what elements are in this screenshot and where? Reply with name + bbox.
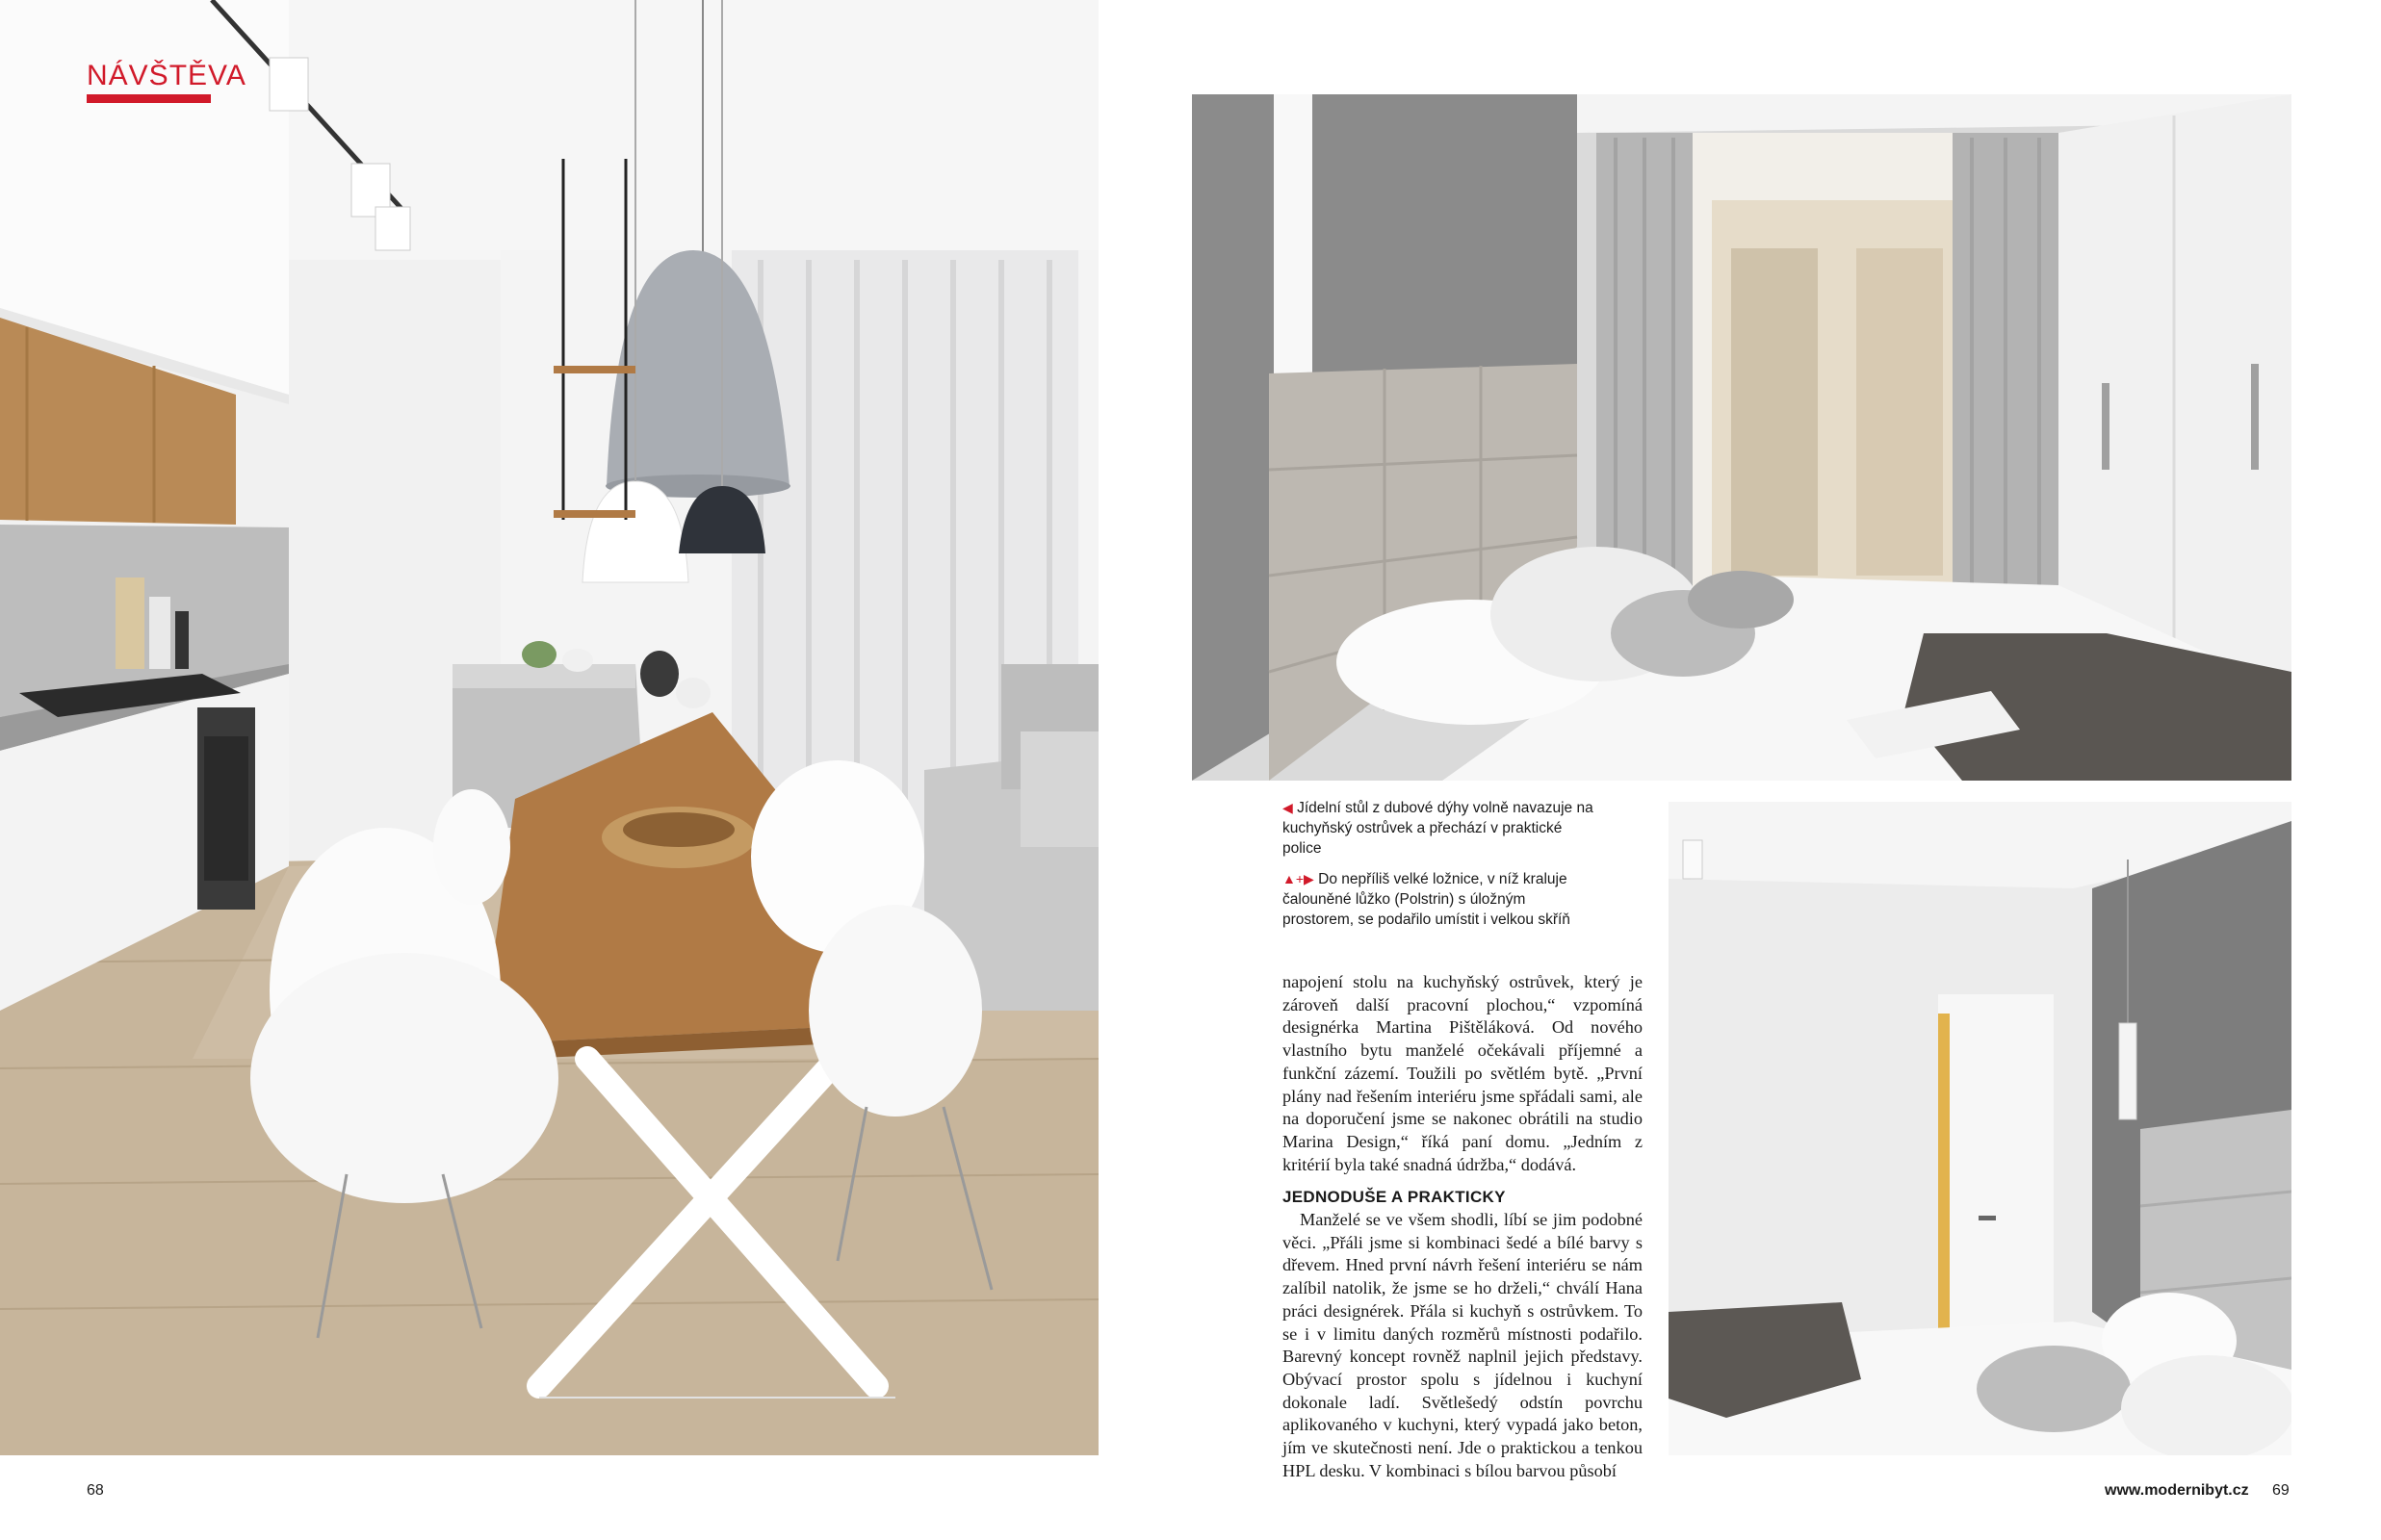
page-number-left: 68 xyxy=(87,1482,104,1499)
article-paragraph xyxy=(1282,971,1643,1176)
caption-text: Do nepříliš velké ložnice, v níž kraluje čalouněné lůžko (Polstrin) s úložným prostorem, se podařilo umístit i velkou skříň xyxy=(1282,871,1570,928)
kitchen-photo xyxy=(0,0,1099,1455)
caption-marker-up-right-icon: ▲+▶ xyxy=(1282,871,1314,886)
paragraph-text: Manželé se ve všem shodli, líbí se jim podobné věci. „Přáli jsme si kombinaci šedé a bílé barvy s dřevem. Hned první návrh řešení interiéru se nám zalíbil natolik, že jsme se ho drželi,“ chválí Hana práci designérek. Přála si kuchyň s ostrůvkem. To se i v limitu daných rozměrů místnosti podařilo. Barevný koncept rovněž naplnil jejich představy. Obývací prostor spolu s jídelnou i kuchyní dokonale ladí. Světlešedý odstín povrchu aplikovaného v kuchyni, který vypadá jako beton, jím ve skutečnosti není. Jde o praktickou a tenkou HPL desku. V kombinaci s bílou barvou působí xyxy=(1282,1210,1643,1480)
article-paragraph xyxy=(1282,1209,1643,1482)
section-label: NÁVŠTĚVA xyxy=(87,60,246,91)
caption-marker-left-icon: ◀ xyxy=(1282,800,1293,815)
article-subheading: JEDNODUŠE A PRAKTICKY xyxy=(1282,1188,1506,1206)
bedroom-door-photo xyxy=(1669,802,2291,1455)
caption-dining-table xyxy=(1282,798,1600,859)
website-url: www.modernibyt.cz xyxy=(2105,1482,2249,1499)
section-label-underline xyxy=(87,94,211,103)
page-number-right: 69 xyxy=(2272,1482,2290,1499)
bedroom-photo xyxy=(1192,94,2291,781)
paragraph-text: napojení stolu na kuchyňský ostrůvek, který je zároveň další pracovní plochou,“ vzpomíná designérka Martina Pištěláková. Od nového vlastního bytu manželé očekávali příjemné a funkční zázemí. Toužili po světlém bytě. „První plány nad řešením interiéru jsme spřádali sami, ale na doporučení jsme se nakonec obrátili na studio Marina Design,“ říká paní domu. „Jedním z kritérií byla také snadná údržba,“ dodává. xyxy=(1282,972,1643,1174)
caption-bedroom xyxy=(1282,869,1600,930)
caption-text: Jídelní stůl z dubové dýhy volně navazuje na kuchyňský ostrůvek a přechází v praktické police xyxy=(1282,800,1593,857)
